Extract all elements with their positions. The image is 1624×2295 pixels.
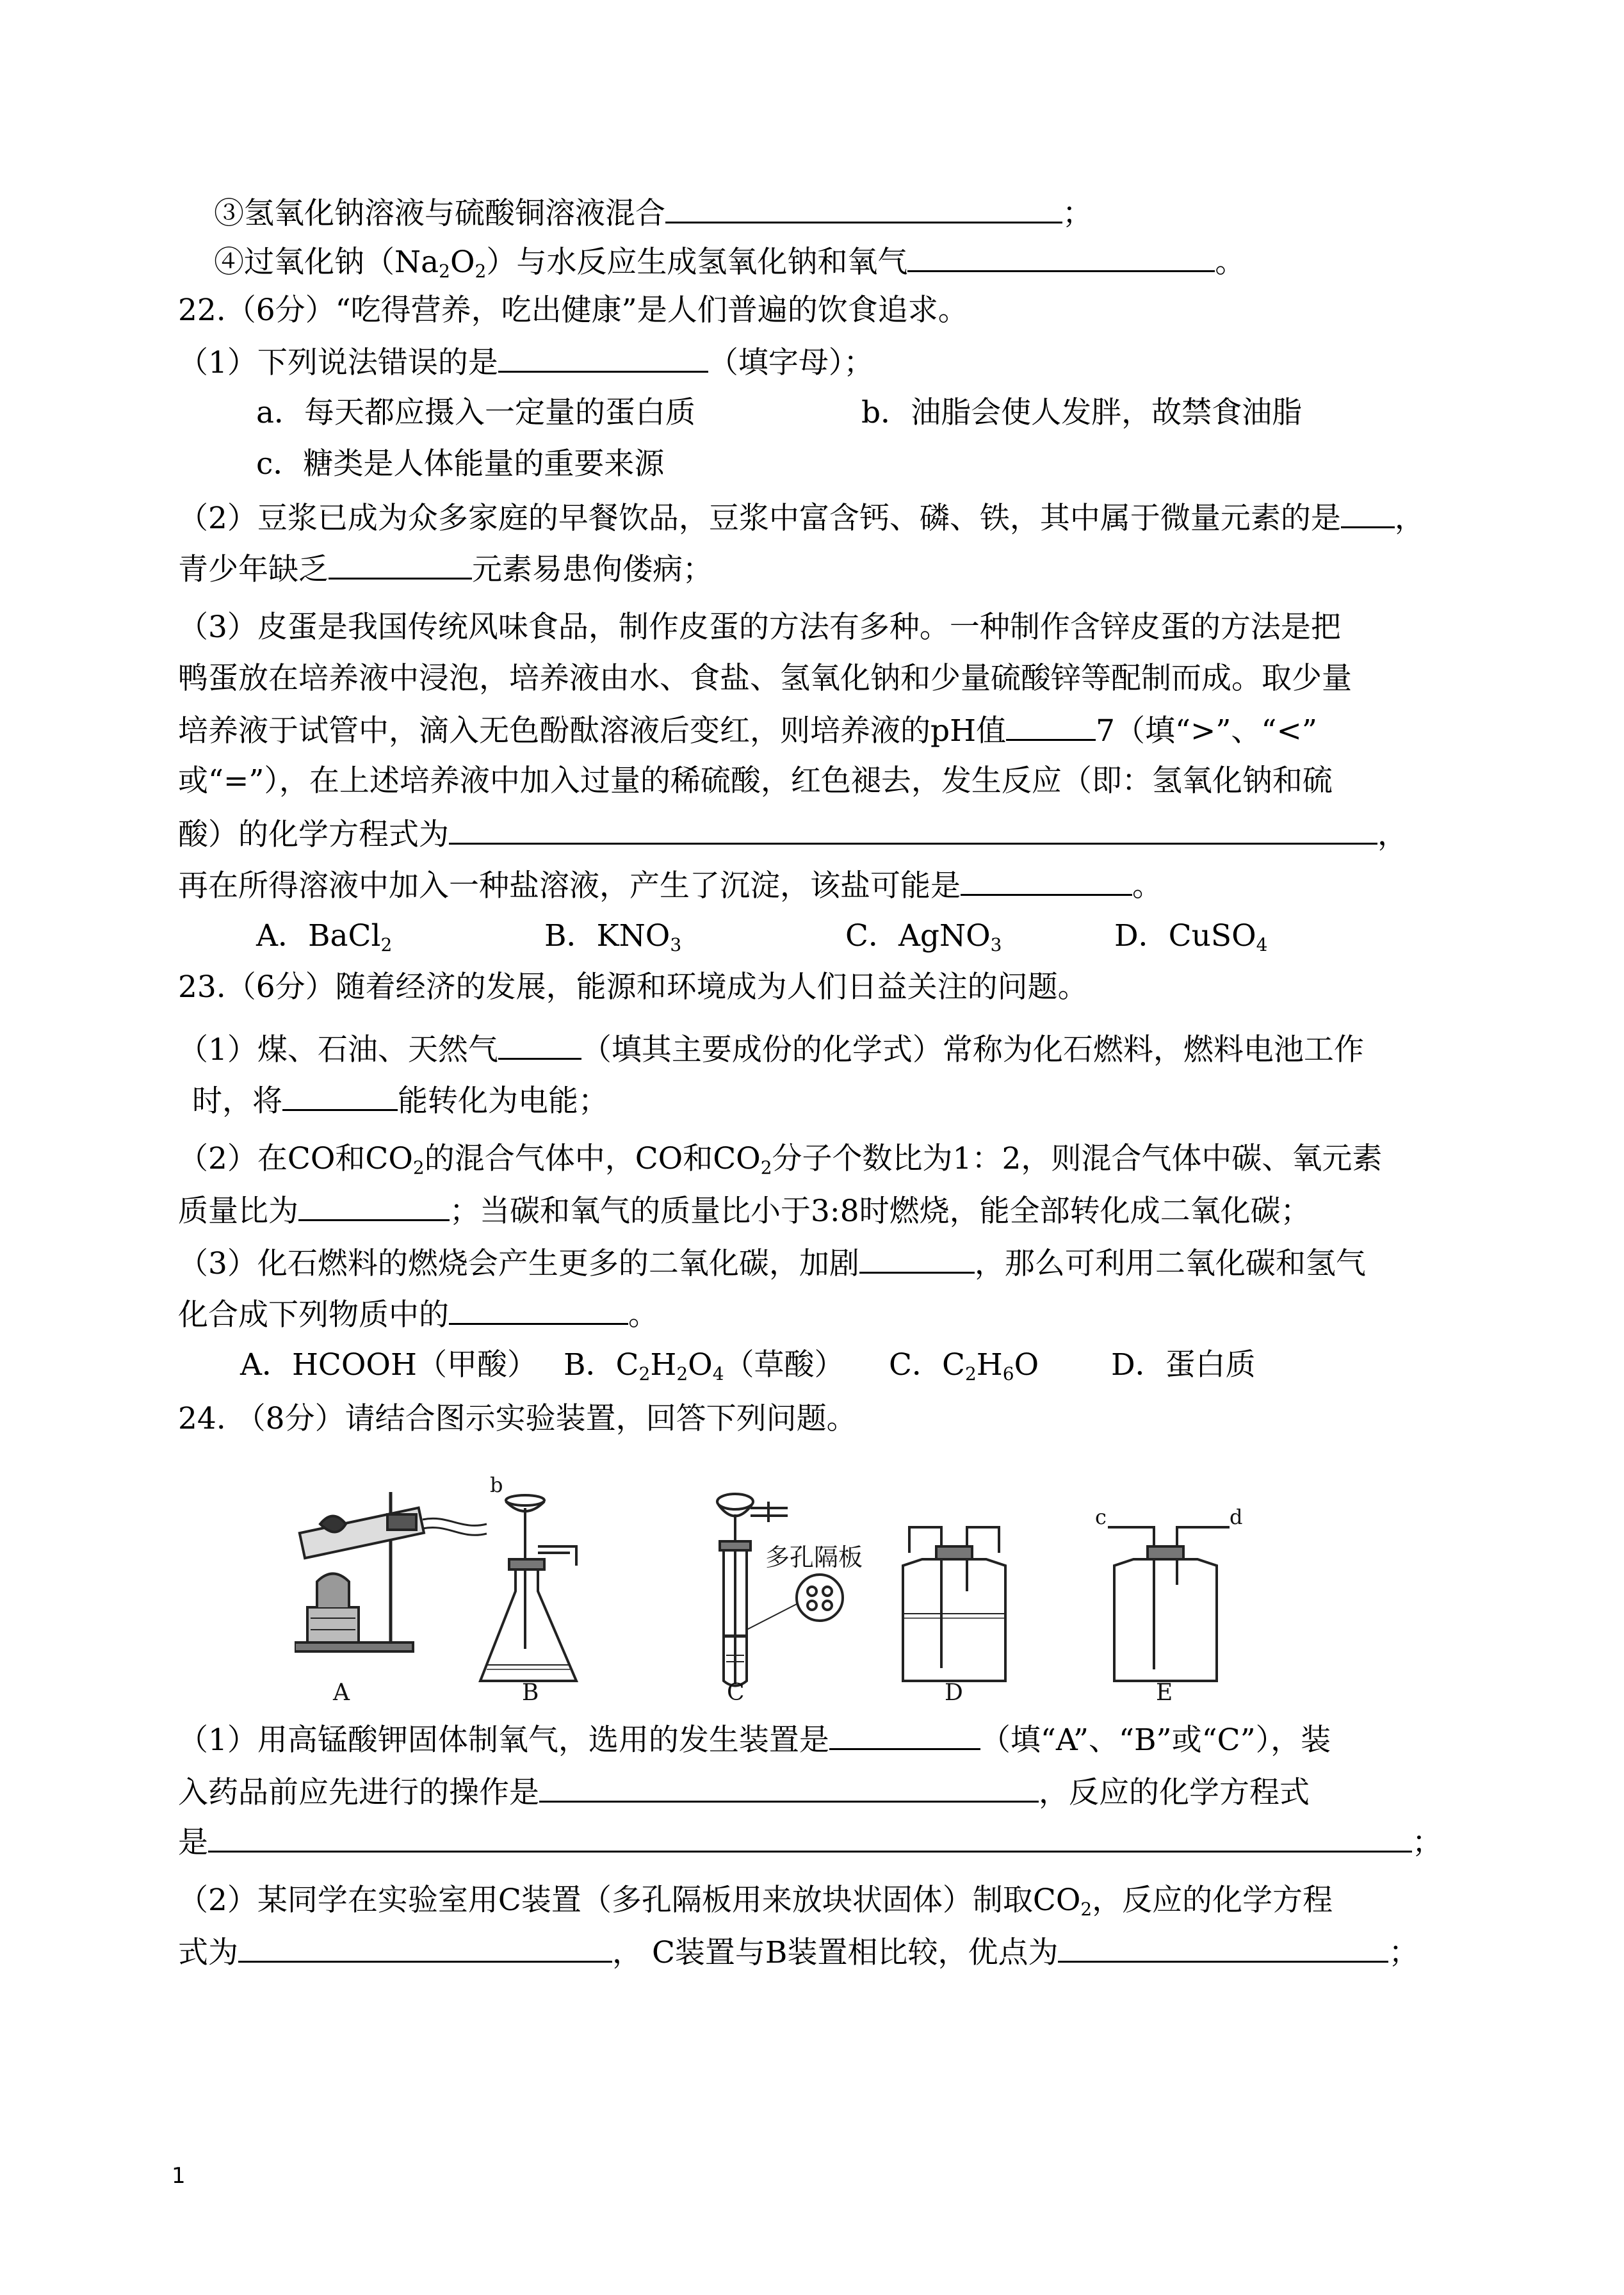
text: ，那么可利用二氧化碳和氢气 bbox=[974, 1246, 1366, 1281]
question-22-title bbox=[178, 291, 968, 330]
text: （3）皮蛋是我国传统风味食品，制作皮蛋的方法有多种。一种制作含锌皮蛋的方法是把 bbox=[178, 610, 1341, 645]
apparatus-c bbox=[717, 1494, 843, 1686]
text: 。 bbox=[628, 1297, 658, 1333]
answer-blank[interactable] bbox=[1058, 1933, 1388, 1963]
text: 23.（6分）随着经济的发展，能源和环境成为人们日益关注的问题。 bbox=[178, 969, 1088, 1005]
text: 的混合气体中，CO和CO bbox=[424, 1141, 761, 1176]
text: 。 bbox=[1132, 868, 1162, 904]
text: C．AgNO bbox=[845, 918, 991, 953]
answer-blank[interactable] bbox=[298, 1191, 450, 1221]
choice-d bbox=[1114, 917, 1267, 955]
line-8 bbox=[178, 549, 713, 588]
text: ，反应的化学方程式 bbox=[1039, 1775, 1310, 1810]
line-13 bbox=[178, 815, 1408, 853]
line-14 bbox=[178, 866, 1162, 904]
answer-blank[interactable] bbox=[907, 242, 1215, 272]
text: 酸）的化学方程式为 bbox=[178, 817, 449, 852]
subscript: 2 bbox=[760, 1157, 772, 1178]
line-17 bbox=[178, 1030, 1364, 1068]
text: （填“A”、“B”或“C”），装 bbox=[980, 1723, 1331, 1758]
text: H bbox=[976, 1347, 1003, 1383]
label-d: D bbox=[945, 1680, 963, 1706]
label-perforated-plate: 多孔隔板 bbox=[765, 1543, 863, 1571]
line-26 bbox=[178, 1772, 1310, 1811]
text: 入药品前应先进行的操作是 bbox=[178, 1775, 539, 1810]
subscript: 2 bbox=[439, 261, 450, 282]
line-28 bbox=[178, 1881, 1333, 1920]
text: 是 bbox=[178, 1825, 208, 1860]
line-19 bbox=[178, 1140, 1382, 1178]
answer-blank[interactable] bbox=[829, 1720, 980, 1750]
text: （1）煤、石油、天然气 bbox=[178, 1032, 498, 1067]
choice-a bbox=[256, 917, 392, 955]
answer-blank[interactable] bbox=[238, 1933, 612, 1963]
label-e: E bbox=[1156, 1680, 1173, 1706]
text: c．糖类是人体能量的重要来源 bbox=[256, 446, 665, 482]
text: ； bbox=[1412, 1825, 1442, 1860]
text: D．蛋白质 bbox=[1111, 1347, 1256, 1383]
label-b: B bbox=[522, 1680, 539, 1706]
choice-b bbox=[544, 917, 681, 955]
label-port-d: d bbox=[1230, 1505, 1243, 1529]
text: A．BaCl bbox=[256, 918, 381, 953]
text: O bbox=[1014, 1347, 1039, 1383]
text: ，反应的化学方程 bbox=[1092, 1883, 1333, 1918]
line-2 bbox=[214, 242, 1245, 280]
answer-blank[interactable] bbox=[1341, 498, 1395, 528]
text: ；当碳和氧气的质量比小于3:8时燃烧，能全部转化成二氧化碳； bbox=[450, 1194, 1311, 1229]
text: ③氢氧化钠溶液与硫酸铜溶液混合 bbox=[214, 196, 665, 231]
text: （2）豆浆已成为众多家庭的早餐饮品，豆浆中富含钙、磷、铁，其中属于微量元素的是 bbox=[178, 501, 1341, 536]
question-24-title bbox=[178, 1400, 857, 1438]
text: （2）某同学在实验室用C装置（多孔隔板用来放块状固体）制取CO bbox=[178, 1883, 1081, 1918]
answer-blank[interactable] bbox=[282, 1081, 398, 1111]
page-number: 1 bbox=[172, 2163, 186, 2189]
subscript: 3 bbox=[990, 934, 1002, 955]
apparatus-a bbox=[295, 1492, 487, 1651]
text: 7（填“>”、“<” bbox=[1096, 713, 1317, 749]
line-12 bbox=[178, 762, 1333, 800]
line-20 bbox=[178, 1191, 1311, 1229]
text: ； bbox=[1062, 196, 1092, 231]
text: D．CuSO bbox=[1114, 918, 1256, 953]
text: b．油脂会使人发胖，故禁食油脂 bbox=[861, 395, 1303, 430]
text: ）与水反应生成氢氧化钠和氧气 bbox=[486, 245, 908, 280]
line-21 bbox=[178, 1244, 1366, 1282]
apparatus-d bbox=[903, 1527, 1005, 1681]
subscript: 3 bbox=[670, 934, 682, 955]
text: A．HCOOH（甲酸） bbox=[240, 1347, 537, 1383]
subscript: 6 bbox=[1002, 1363, 1014, 1384]
line-27 bbox=[178, 1822, 1442, 1861]
subscript: 2 bbox=[1080, 1899, 1092, 1920]
subscript: 4 bbox=[712, 1363, 724, 1384]
apparatus-b bbox=[480, 1495, 576, 1681]
line-7 bbox=[178, 498, 1425, 537]
apparatus-figure bbox=[295, 1470, 1268, 1707]
subscript: 2 bbox=[676, 1363, 688, 1384]
answer-blank[interactable] bbox=[961, 866, 1132, 896]
line-4 bbox=[178, 343, 873, 381]
label-a: A bbox=[333, 1680, 350, 1706]
choice-c bbox=[889, 1346, 1039, 1384]
text: （填其主要成份的化学式）常称为化石燃料，燃料电池工作 bbox=[581, 1032, 1364, 1067]
subscript: 2 bbox=[412, 1157, 425, 1178]
text: 元素易患佝偻病； bbox=[472, 552, 713, 587]
answer-blank[interactable] bbox=[859, 1244, 975, 1274]
text: 24. （8分）请结合图示实验装置，回答下列问题。 bbox=[178, 1401, 857, 1436]
option-a bbox=[256, 394, 695, 432]
line-25 bbox=[178, 1720, 1331, 1758]
text: 式为 bbox=[178, 1935, 238, 1970]
text: 培养液于试管中，滴入无色酚酞溶液后变红，则培养液的pH值 bbox=[178, 713, 1007, 749]
text: 分子个数比为1：2，则混合气体中碳、氧元素 bbox=[772, 1141, 1383, 1176]
text: B．C bbox=[564, 1347, 639, 1383]
apparatus-drawing bbox=[295, 1470, 1268, 1707]
option-b bbox=[861, 394, 1302, 432]
text: H bbox=[650, 1347, 677, 1383]
subscript: 4 bbox=[1256, 934, 1268, 955]
text: 化合成下列物质中的 bbox=[178, 1297, 449, 1333]
subscript: 2 bbox=[380, 934, 393, 955]
text: ， C装置与B装置相比较，优点为 bbox=[612, 1935, 1059, 1970]
text: 质量比为 bbox=[178, 1194, 298, 1229]
option-c bbox=[256, 445, 664, 483]
line-10 bbox=[178, 660, 1352, 698]
text: （3）化石燃料的燃烧会产生更多的二氧化碳，加剧 bbox=[178, 1246, 859, 1281]
text: （2）在CO和CO bbox=[178, 1141, 413, 1176]
choice-b bbox=[564, 1346, 845, 1384]
text: O bbox=[688, 1347, 713, 1383]
text: 能转化为电能； bbox=[398, 1083, 608, 1119]
choice-d bbox=[1111, 1346, 1256, 1384]
answer-blank[interactable] bbox=[498, 343, 708, 373]
text: 时，将 bbox=[192, 1083, 282, 1119]
text: 青少年缺乏 bbox=[178, 552, 329, 587]
text: （1）下列说法错误的是 bbox=[178, 345, 498, 380]
line-29 bbox=[178, 1933, 1418, 1971]
text: 。 bbox=[1215, 245, 1246, 280]
text: ； bbox=[1388, 1935, 1419, 1970]
line-11 bbox=[178, 711, 1317, 749]
line-18 bbox=[192, 1081, 608, 1119]
text: （填字母）； bbox=[708, 345, 874, 380]
line-9 bbox=[178, 608, 1341, 647]
label-c: C bbox=[727, 1680, 745, 1706]
subscript: 2 bbox=[964, 1363, 977, 1384]
text: ， bbox=[1377, 817, 1408, 852]
text: 22.（6分）“吃得营养，吃出健康”是人们普遍的饮食追求。 bbox=[178, 293, 968, 328]
answer-blank[interactable] bbox=[539, 1772, 1039, 1803]
text: C．C bbox=[889, 1347, 965, 1383]
choice-c bbox=[845, 917, 1002, 955]
question-23-title bbox=[178, 968, 1088, 1007]
line-1 bbox=[214, 193, 1092, 232]
text: ， bbox=[1394, 501, 1425, 536]
text: a．每天都应摄入一定量的蛋白质 bbox=[256, 395, 696, 430]
choice-a bbox=[240, 1346, 537, 1384]
subscript: 2 bbox=[638, 1363, 651, 1384]
answer-blank[interactable] bbox=[208, 1822, 1412, 1853]
label-port-c: c bbox=[1095, 1505, 1107, 1529]
subscript: 2 bbox=[475, 261, 487, 282]
text: （1）用高锰酸钾固体制氧气，选用的发生装置是 bbox=[178, 1723, 829, 1758]
answer-blank[interactable] bbox=[1006, 711, 1096, 741]
answer-blank[interactable] bbox=[498, 1030, 581, 1060]
answer-blank[interactable] bbox=[665, 193, 1062, 223]
text: 鸭蛋放在培养液中浸泡，培养液由水、食盐、氢氧化钠和少量硫酸锌等配制而成。取少量 bbox=[178, 661, 1352, 696]
text: 再在所得溶液中加入一种盐溶液，产生了沉淀，该盐可能是 bbox=[178, 868, 961, 904]
text: （草酸） bbox=[724, 1347, 845, 1383]
text: O bbox=[450, 245, 475, 280]
answer-blank[interactable] bbox=[449, 815, 1377, 845]
answer-blank[interactable] bbox=[329, 549, 472, 580]
line-22 bbox=[178, 1295, 658, 1333]
label-port-b: b bbox=[490, 1473, 503, 1497]
text: ④过氧化钠（Na bbox=[214, 245, 439, 280]
text: B．KNO bbox=[544, 918, 670, 953]
answer-blank[interactable] bbox=[449, 1295, 628, 1325]
apparatus-e bbox=[1108, 1527, 1230, 1681]
text: 或“=”），在上述培养液中加入过量的稀硫酸，红色褪去，发生反应（即：氢氧化钠和硫 bbox=[178, 763, 1333, 799]
